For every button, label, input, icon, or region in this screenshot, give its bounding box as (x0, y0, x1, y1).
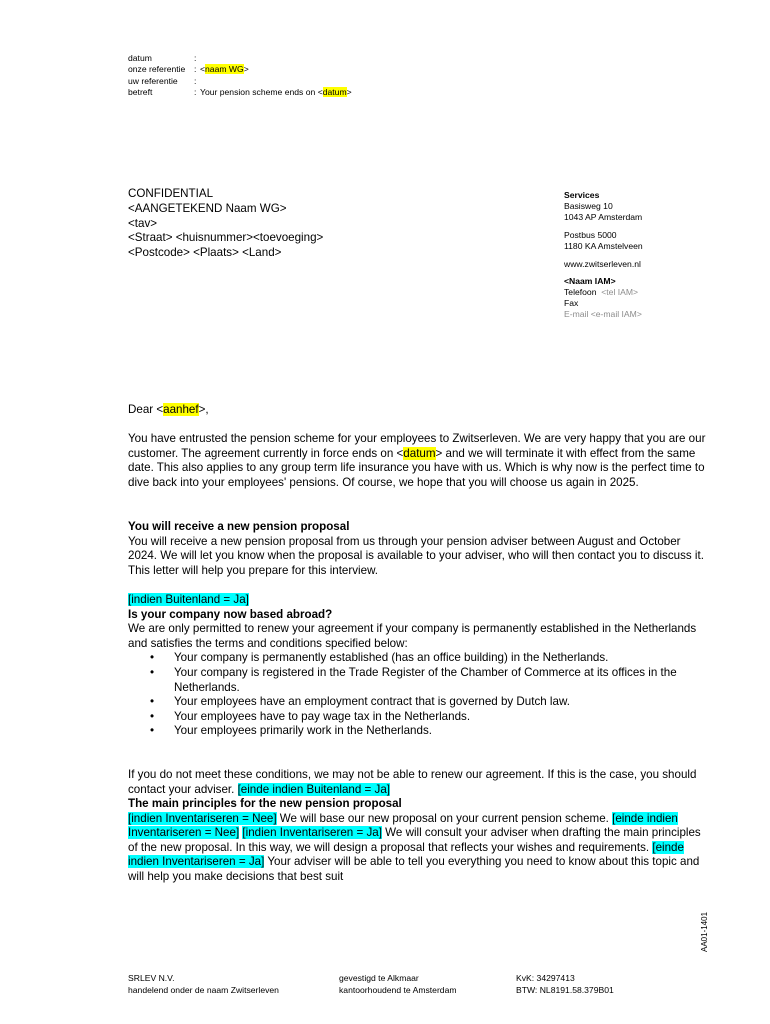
list-item: • Your company is permanently established (has an office building) in the Netherlands. (174, 651, 708, 666)
phone-value: <tel IAM> (601, 287, 639, 298)
section-text: [indien Inventariseren = Nee] We will base our new proposal on your current pension scheme. [einde indien Inventariseren = Nee] [indien Inventariseren = Ja] We will consult your adviser when drafting the main principles of the new proposal. In this way, we will design a proposal that reflects your wishes and requirements. [einde indien Inventariseren = Ja] Your adviser will be able to tell you everything you need to know about this topic and will help you make decisions that best suit (128, 811, 701, 883)
contact-name: <Naam IAM> (564, 276, 616, 287)
condition-tag: [einde indien Buitenland = Ja] (237, 782, 391, 796)
ref-value: Your pension scheme ends on <datum> (200, 86, 352, 97)
ref-row-our-reference (128, 64, 352, 75)
ref-value: <naam WG> (200, 64, 249, 75)
sender-panel (564, 190, 744, 320)
list-item: • Your employees primarily work in the Netherlands. (174, 724, 708, 739)
footer-line: BTW: NL8191.58.379B01 (516, 985, 614, 996)
condition-tag: [indien Buitenland = Ja] (128, 593, 249, 606)
phone-label: Telefoon (564, 287, 597, 298)
ref-colon: : (194, 75, 197, 86)
section-abroad (128, 593, 708, 739)
ref-colon: : (194, 86, 197, 97)
merge-field-highlight: naam WG (205, 64, 244, 75)
ref-row-date (128, 53, 352, 64)
condition-tag: [indien Inventariseren = Nee] (128, 811, 277, 825)
section-conditions-note (128, 768, 708, 797)
section-new-proposal (128, 520, 708, 578)
recipient-line: CONFIDENTIAL (128, 187, 214, 200)
recipient-line: <Straat> <huisnummer><toevoeging> (128, 231, 324, 245)
merge-field-highlight: datum (322, 86, 347, 97)
conditions-list (128, 651, 708, 739)
reference-block (128, 53, 352, 98)
recipient-address (128, 187, 323, 261)
sender-street: Basisweg 10 (564, 200, 613, 211)
footer-line: SRLEV N.V. (128, 973, 175, 983)
footer-line: gevestigd te Alkmaar (339, 973, 419, 983)
sender-city: 1043 AP Amsterdam (564, 211, 643, 222)
sender-website[interactable]: www.zwitserleven.nl (564, 258, 641, 269)
list-item: • Your employees have an employment contract that is governed by Dutch law. (174, 695, 708, 710)
merge-field-highlight: aanhef (163, 403, 199, 416)
ref-label: datum (128, 53, 152, 63)
section-text: We are only permitted to renew your agreement if your company is permanently established in the Netherlands and satisfies the terms and conditions specified below: (128, 622, 697, 650)
footer-registration (516, 972, 614, 997)
ref-colon: : (194, 53, 197, 63)
sender-name: Services (564, 190, 600, 200)
recipient-line: <Postcode> <Plaats> <Land> (128, 246, 282, 260)
merge-field-highlight: datum (403, 446, 436, 460)
section-heading: You will receive a new pension proposal (128, 520, 350, 533)
footer-line: handelend onder de naam Zwitserleven (128, 985, 279, 996)
recipient-line: <tav> (128, 216, 158, 230)
condition-tag: [indien Inventariseren = Ja] (242, 826, 382, 840)
ref-label: uw referentie (128, 75, 178, 86)
condition-tag: [einde indien Inventariseren = Nee] (128, 811, 678, 840)
sender-postbus-city: 1180 KA Amstelveen (564, 240, 643, 251)
list-item: • Your employees have to pay wage tax in the Netherlands. (174, 710, 708, 725)
intro-paragraph: You have entrusted the pension scheme for your employees to Zwitserleven. We are very happy that you are our customer. The agreement currently in force ends on <datum> and we will terminate it with effect from the same date. This also applies to any group term life insurance you have with us. Which is why now is the perfect time to dive back into your employees' pensions. Of course, we hope that you will choose us again in 2025. (128, 432, 706, 489)
recipient-line: <AANGETEKEND Naam WG> (128, 201, 287, 215)
footer-company (128, 972, 279, 997)
document-code: AA01-1401 (700, 911, 709, 952)
ref-label: betreft (128, 86, 153, 97)
ref-colon: : (194, 64, 197, 75)
salutation: Dear <aanhef>, (128, 403, 209, 416)
section-main-principles (128, 797, 708, 885)
footer-location (339, 972, 457, 997)
ref-row-subject (128, 87, 352, 98)
contact-phone (564, 287, 744, 298)
ref-label: onze referentie (128, 64, 186, 75)
contact-email: E-mail <e-mail IAM> (564, 309, 642, 320)
section-text: If you do not meet these conditions, we may not be able to renew our agreement. If this is the case, you should contact your adviser. (128, 768, 697, 796)
list-item: • Your company is registered in the Trade Register of the Chamber of Commerce at its offices in the Netherlands. (174, 666, 708, 695)
condition-tag: [einde indien Inventariseren = Ja] (128, 840, 684, 869)
section-heading: Is your company now based abroad? (128, 607, 333, 621)
section-text: You will receive a new pension proposal from us through your pension adviser between August and October 2024. We will let you know when the proposal is available to your adviser, who will then contact you to discuss it. This letter will help you prepare for this interview. (128, 534, 704, 577)
section-heading: The main principles for the new pension proposal (128, 797, 402, 810)
footer-line: kantoorhoudend te Amsterdam (339, 985, 457, 996)
sender-postbus: Postbus 5000 (564, 229, 617, 240)
ref-row-your-reference (128, 76, 352, 87)
footer-line: KvK: 34297413 (516, 973, 575, 983)
contact-fax: Fax (564, 298, 579, 309)
